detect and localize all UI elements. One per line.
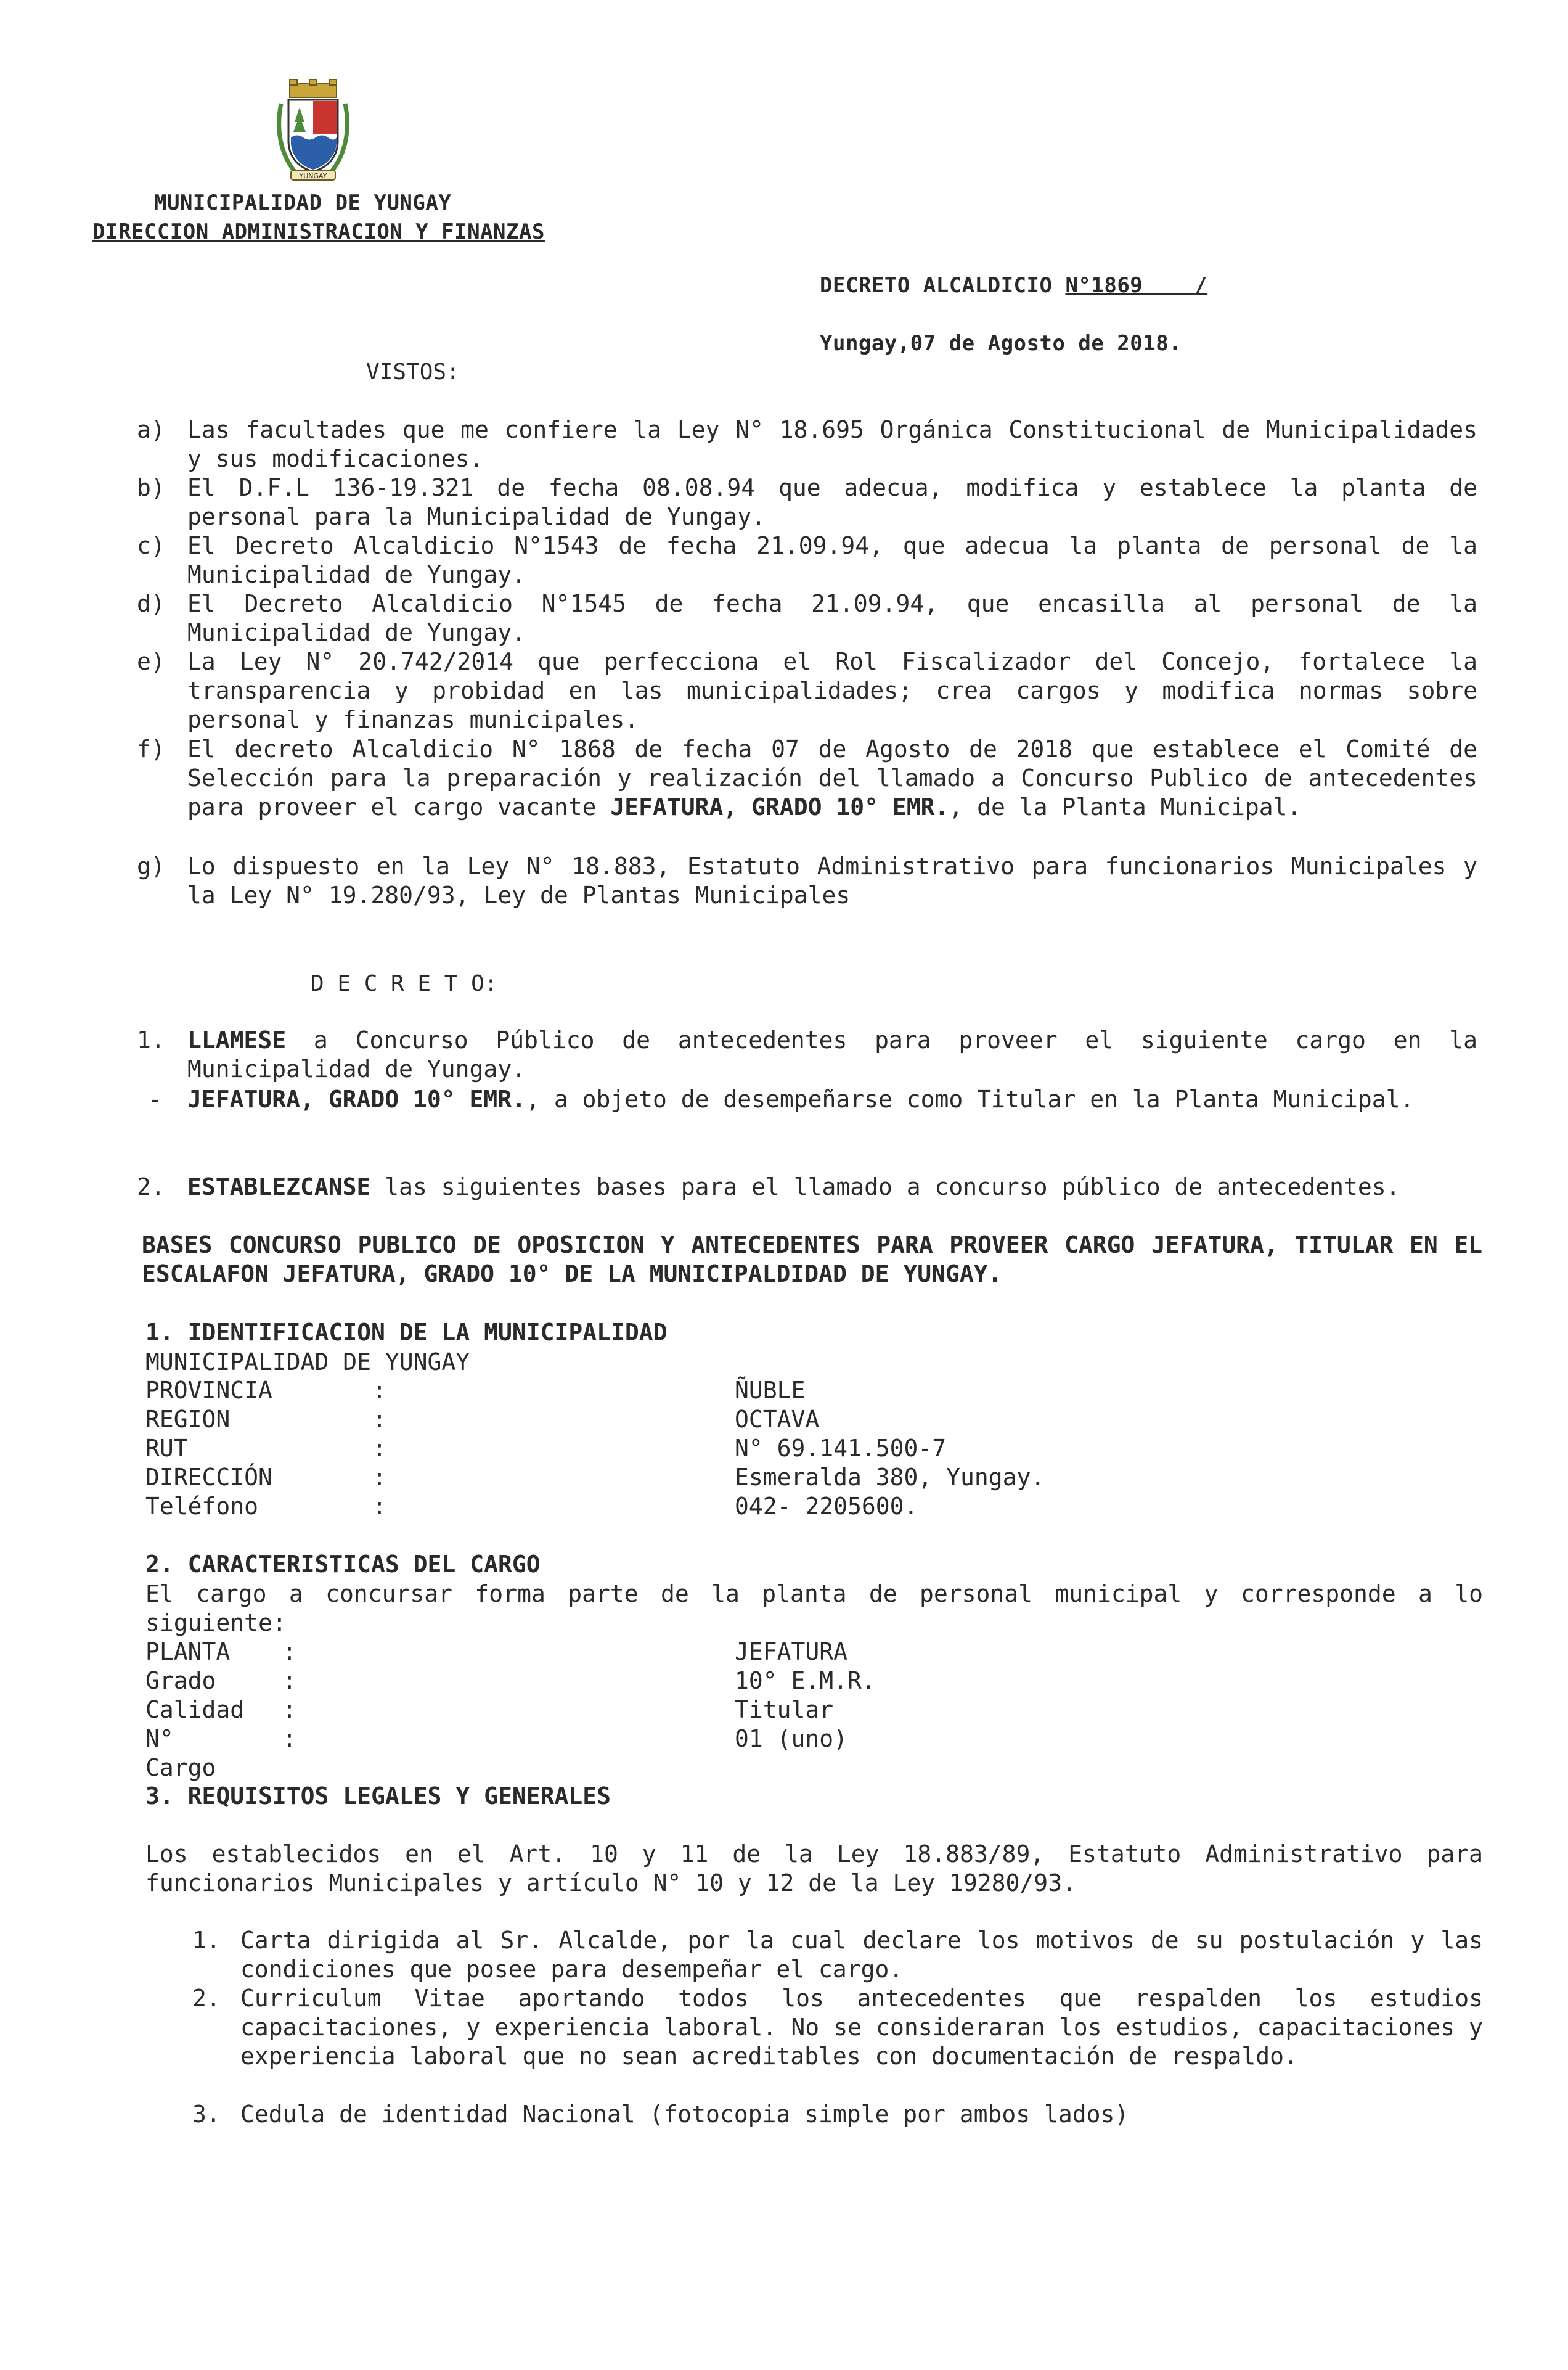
row-value: 10° E.M.R. [735, 1667, 876, 1694]
row-colon: : [282, 1725, 296, 1752]
municipality-name: MUNICIPALIDAD DE YUNGAY [145, 1348, 470, 1376]
item-label: b) [137, 474, 165, 501]
item-text: El Decreto Alcaldicio N°1543 de fecha 21.09.94, que adecua la planta de personal de la Municipalidad de Yungay. [187, 532, 1477, 588]
row-key: DIRECCIÓN [145, 1464, 272, 1491]
item-label: d) [137, 590, 165, 617]
requirement-item-1 [192, 1926, 1483, 1984]
requirement-number: 2. [192, 1985, 221, 2012]
dash-text [187, 1085, 1477, 1114]
vistos-item-d [137, 589, 1477, 647]
row-colon: : [372, 1464, 386, 1491]
vistos-item-c [137, 531, 1477, 589]
paragraph-rest: las siguientes bases para el llamado a concurso público de antecedentes. [370, 1173, 1400, 1200]
vistos-item-e [137, 647, 1477, 734]
row-colon: : [372, 1406, 386, 1433]
row-key: Calidad [145, 1696, 245, 1723]
paragraph-rest: a Concurso Público de antecedentes para proveer el siguiente cargo en la Municipalidad de Yungay. [187, 1027, 1477, 1083]
place-date: Yungay,07 de Agosto de 2018. [820, 331, 1182, 356]
decree-number: N°1869 [1065, 273, 1143, 298]
requirement-number: 1. [192, 1927, 221, 1954]
requirement-item-2 [192, 1984, 1483, 2071]
row-colon: : [372, 1435, 386, 1462]
row-key: N° Cargo [145, 1725, 216, 1781]
row-colon: : [282, 1667, 296, 1694]
row-colon: : [282, 1696, 296, 1723]
decreto-paragraph-1 [137, 1026, 1477, 1084]
row-value: JEFATURA [735, 1638, 848, 1665]
item-text-bold: JEFATURA, GRADO 10° EMR. [610, 793, 949, 821]
crest-banner-text: YUNGAY [299, 172, 327, 180]
item-text-before: El decreto Alcaldicio N° 1868 de fecha 07 de Agosto de 2018 que establece el Comité de Selección para la preparación y realización del llamado a Concurso Publico de antecedentes para proveer el cargo vacante [187, 736, 1477, 821]
paragraph-bold: ESTABLEZCANSE [187, 1173, 371, 1200]
org-name: MUNICIPALIDAD DE YUNGAY [154, 191, 452, 215]
item-label: c) [137, 532, 165, 559]
department-name: DIRECCION ADMINISTRACION Y FINANZAS [92, 219, 545, 244]
row-value: Esmeralda 380, Yungay. [735, 1464, 1045, 1491]
item-text: Las facultades que me confiere la Ley N° 18.695 Orgánica Constitucional de Municipalidades y sus modificaciones. [187, 416, 1477, 472]
dash-marker: - [148, 1086, 162, 1113]
decree-title [820, 271, 1207, 300]
requirement-item-3 [192, 2100, 1483, 2129]
decreto-dash-item [137, 1085, 1477, 1114]
dash-bold: JEFATURA, GRADO 10° EMR. [187, 1086, 526, 1113]
row-colon: : [372, 1377, 386, 1404]
item-label: g) [137, 853, 165, 880]
dash-rest: , a objeto de desempeñarse como Titular en la Planta Municipal. [526, 1086, 1415, 1113]
paragraph-bold: LLAMESE [187, 1027, 287, 1054]
paragraph-number: 2. [137, 1173, 165, 1200]
municipal-crest-logo [276, 79, 350, 184]
row-value: OCTAVA [735, 1406, 820, 1433]
item-text: El Decreto Alcaldicio N°1545 de fecha 21.09.94, que encasilla al personal de la Municipalidad de Yungay. [187, 590, 1477, 646]
decree-number-blank [1143, 273, 1194, 298]
paragraph-number: 1. [137, 1027, 165, 1054]
section-2-title: 2. CARACTERISTICAS DEL CARGO [145, 1551, 541, 1578]
row-key: PLANTA [145, 1638, 231, 1665]
section-1-title: 1. IDENTIFICACION DE LA MUNICIPALIDAD [145, 1319, 668, 1346]
row-key: Teléfono [145, 1493, 259, 1520]
vistos-title: VISTOS: [366, 359, 460, 385]
requirement-text: Cedula de identidad Nacional (fotocopia simple por ambos lados) [240, 2101, 1129, 2128]
item-text: El D.F.L 136-19.321 de fecha 08.08.94 que adecua, modifica y establece la planta de personal para la Municipalidad de Yungay. [187, 474, 1477, 530]
row-value: 01 (uno) [735, 1725, 848, 1752]
crest-crown [290, 79, 337, 97]
row-value: 042- 2205600. [735, 1493, 918, 1520]
item-text: Lo dispuesto en la Ley N° 18.883, Estatuto Administrativo para funcionarios Municipales y la Ley N° 19.280/93, Ley de Plantas Municipales [187, 853, 1477, 909]
row-key: REGION [145, 1406, 231, 1433]
row-value: ÑUBLE [735, 1377, 806, 1404]
paragraph-text [187, 1026, 1477, 1084]
requirement-number: 3. [192, 2101, 221, 2128]
decreto-paragraph-2 [137, 1173, 1477, 1202]
vistos-item-g [137, 852, 1477, 910]
row-value: Titular [735, 1696, 834, 1723]
bases-title: BASES CONCURSO PUBLICO DE OPOSICION Y ANTECEDENTES PARA PROVEER CARGO JEFATURA, TITULAR EN EL ESCALAFON JEFATURA, GRADO 10° DE LA MUNICIPALDIDAD DE YUNGAY. [142, 1231, 1482, 1287]
section-2-intro: El cargo a concursar forma parte de la planta de personal municipal y corresponde a lo siguiente: [145, 1580, 1483, 1636]
crest-red-quarter [313, 101, 337, 134]
vistos-item-f [137, 735, 1477, 822]
row-value: N° 69.141.500-7 [735, 1435, 947, 1462]
item-text-after: , de la Planta Municipal. [949, 793, 1302, 821]
row-colon: : [372, 1493, 386, 1520]
requirement-text: Curriculum Vitae aportando todos los antecedentes que respalden los estudios capacitaciones, y experiencia laboral. No se consideraran los estudios, capacitaciones y experiencia laboral que no sean acreditables con documentación de respaldo. [240, 1985, 1483, 2070]
item-label: e) [137, 648, 165, 675]
item-label: f) [137, 736, 165, 763]
section-3-intro: Los establecidos en el Art. 10 y 11 de la Ley 18.883/89, Estatuto Administrativo para funcionarios Municipales y artículo N° 10 y 12 de la Ley 19280/93. [145, 1840, 1483, 1896]
section-3-title: 3. REQUISITOS LEGALES Y GENERALES [145, 1782, 611, 1810]
row-key: PROVINCIA [145, 1377, 272, 1404]
row-key: Grado [145, 1667, 216, 1694]
vistos-item-a [137, 416, 1477, 474]
decree-suffix: / [1194, 273, 1208, 298]
row-colon: : [282, 1638, 296, 1665]
row-key: RUT [145, 1435, 188, 1462]
paragraph-text [187, 1173, 1477, 1202]
decree-label: DECRETO ALCALDICIO [820, 273, 1066, 298]
item-label: a) [137, 416, 165, 443]
vistos-item-b [137, 474, 1477, 531]
requirement-text: Carta dirigida al Sr. Alcalde, por la cual declare los motivos de su postulación y las condiciones que posee para desempeñar el cargo. [240, 1927, 1483, 1983]
decreto-title: D E C R E T O: [311, 971, 498, 996]
item-text [187, 735, 1477, 822]
item-text: La Ley N° 20.742/2014 que perfecciona el Rol Fiscalizador del Concejo, fortalece la transparencia y probidad en las municipalidades; crea cargos y modifica normas sobre personal y finanzas municipales. [187, 648, 1477, 733]
